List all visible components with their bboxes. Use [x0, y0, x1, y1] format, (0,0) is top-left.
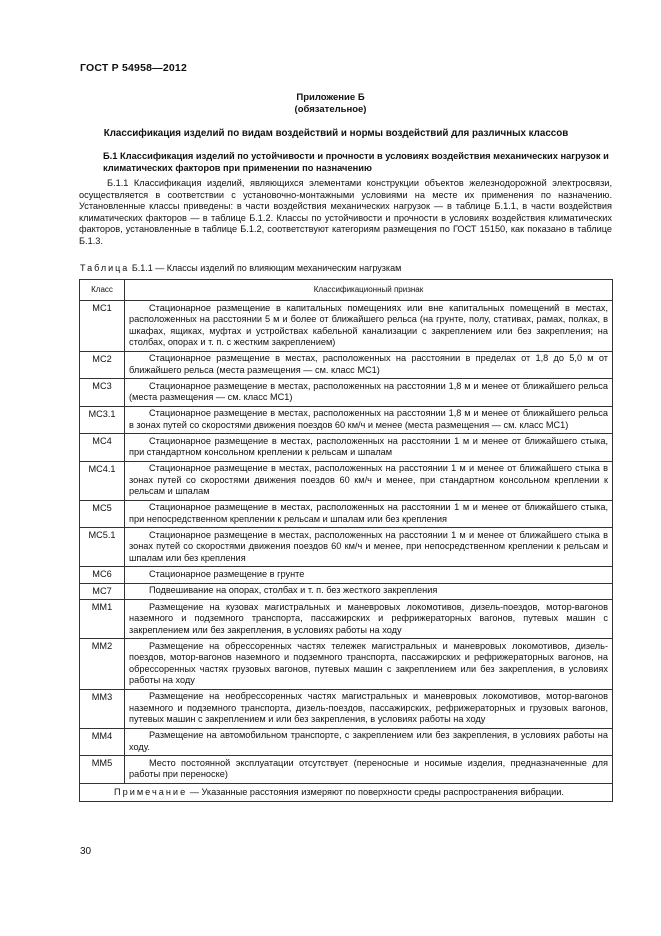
standard-header: ГОСТ Р 54958—2012 [80, 62, 188, 74]
table-note-word: Примечание [114, 786, 188, 797]
class-code-cell: МС5.1 [80, 528, 125, 567]
table-caption-word: Таблица [80, 263, 130, 273]
table-header-row [80, 280, 613, 301]
annex-status: (обязательное) [294, 104, 367, 115]
class-code-cell: ММ3 [80, 689, 125, 728]
table-row [80, 461, 613, 500]
table-row [80, 689, 613, 728]
class-code-cell: МС1 [80, 301, 125, 352]
table-row [80, 583, 613, 600]
class-feature-cell: Стационарное размещение в местах, расположенных на расстоянии 1,8 м и менее от ближайшего рельса (места размещения — см. класс МС1) [125, 379, 613, 407]
column-header-class: Класс [80, 280, 125, 301]
class-code-cell: МС3 [80, 379, 125, 407]
table-note-row [80, 783, 613, 802]
table-body [80, 301, 613, 784]
class-code-cell: МС7 [80, 583, 125, 600]
class-code-cell: МС4 [80, 434, 125, 462]
classification-table [79, 279, 613, 802]
class-code-cell: МС2 [80, 351, 125, 379]
class-feature-cell: Размещение на обрессоренных частях тележек магистральных и маневровых локомотивов, дизель-поездов, мотор-вагонов наземного и подземного транспорта, пассажирских и рефрижераторных вагонов, на обрессоренных частях грузовых вагонов, путевых машин с закреплением или без закрепления, в условиях работы на ходу [125, 639, 613, 690]
subsection-title: Б.1 Классификация изделий по устойчивости и прочности в условиях воздействия механических нагрузок и климатических факторов при применении по назначению [103, 151, 609, 173]
class-code-cell: МС5 [80, 500, 125, 528]
class-feature-cell: Стационарное размещение в местах, расположенных на расстоянии в пределах от 1,8 до 5,0 м от ближайшего рельса (места размещения — см. класс МС1) [125, 351, 613, 379]
class-feature-cell: Размещение на кузовах магистральных и маневровых локомотивов, дизель-поездов, мотор-вагонов наземного и подземного транспорта, пассажирских и рефрижераторных вагонов, путевых машин с закреплением или без закрепления, в условиях работы на ходу [125, 600, 613, 639]
table-row [80, 379, 613, 407]
class-feature-cell: Стационарное размещение в капитальных помещениях или вне капитальных помещений в местах, расположенных на расстоянии 5 м и более от ближайшего рельса (на грунте, полу, стативах, рамах, полках, в шкафах, ящиках, муфтах и устройствах кабельной канализации с закреплением или без закрепления; на столбах, опорах и т. п. с жестким закреплением) [125, 301, 613, 352]
table-row [80, 434, 613, 462]
table-row [80, 567, 613, 584]
class-code-cell: МС6 [80, 567, 125, 584]
class-feature-cell: Место постоянной эксплуатации отсутствует (переносные и носимые изделия, предназначенные для работы при переноске) [125, 756, 613, 784]
class-code-cell: МС4.1 [80, 461, 125, 500]
class-code-cell: ММ2 [80, 639, 125, 690]
table-row [80, 500, 613, 528]
table-row [80, 351, 613, 379]
table-row [80, 756, 613, 784]
class-code-cell: ММ5 [80, 756, 125, 784]
table-caption-text: Б.1.1 — Классы изделий по влияющим механическим нагрузкам [131, 263, 402, 273]
class-feature-cell: Стационарное размещение в местах, расположенных на расстоянии 1 м и менее от ближайшего стыка в зонах путей со скоростями движения поездов 60 км/ч и менее, при стандартном консольном креплении к рельсам и шпалам [125, 461, 613, 500]
table-row [80, 639, 613, 690]
class-feature-cell: Размещение на автомобильном транспорте, с закреплением или без закрепления, в условиях работы на ходу. [125, 728, 613, 756]
class-code-cell: ММ1 [80, 600, 125, 639]
column-header-feature: Классификационный признак [125, 280, 613, 301]
section-title: Классификация изделий по видам воздействий и нормы воздействий для различных классов [103, 128, 569, 139]
page-number: 30 [80, 846, 92, 857]
class-feature-cell: Стационарное размещение в грунте [125, 567, 613, 584]
class-feature-cell: Стационарное размещение в местах, расположенных на расстоянии 1 м и менее от ближайшего стыка в зонах путей со скоростями движения поездов 60 км/ч и менее, при непосредственном креплении к рельсам и шпалам или без крепления [125, 528, 613, 567]
class-feature-cell: Стационарное размещение в местах, расположенных на расстоянии 1 м и менее от ближайшего стыка, при стандартном консольном креплении к рельсам и шпалам [125, 434, 613, 462]
body-paragraph: Б.1.1 Классификация изделий, являющихся элементами конструкции объектов железнодорожной электросвязи, осуществляется в соответствии с установочно-монтажными условиями на месте их применения по назначению. Установленные классы приведены: в части воздействия механических нагрузок — в таблице Б.1.1, в части воздействия климатических факторов — в таблице Б.1.2. Классы по устойчивости и прочности в условиях воздействия климатических факторов, установленные в таблице Б.1.2, соответствуют категориям размещения по ГОСТ 15150, как показано в таблице Б.1.3. [79, 178, 612, 246]
table-note [80, 783, 613, 802]
table-row [80, 600, 613, 639]
class-code-cell: МС3.1 [80, 406, 125, 434]
class-feature-cell: Подвешивание на опорах, столбах и т. п. без жесткого закрепления [125, 583, 613, 600]
class-feature-cell: Стационарное размещение в местах, расположенных на расстоянии 1,8 м и менее от ближайшего рельса в зонах путей со скоростями движения поездов 60 км/ч и менее (места размещения — см. класс МС1) [125, 406, 613, 434]
class-feature-cell: Размещение на необрессоренных частях магистральных и маневровых локомотивов, мотор-вагонов наземного и подземного транспорта, дизель-поездов, пассажирских, рефрижераторных и грузовых вагонов, путевых машин с закреплением и или без закрепления, в условиях работы на ходу [125, 689, 613, 728]
table-row [80, 406, 613, 434]
table-row [80, 301, 613, 352]
table-row [80, 528, 613, 567]
table-caption [80, 263, 401, 273]
annex-title: Приложение Б [296, 92, 365, 103]
table-note-text: — Указанные расстояния измеряют по поверхности среды распространения вибрации. [187, 786, 564, 797]
class-code-cell: ММ4 [80, 728, 125, 756]
class-feature-cell: Стационарное размещение в местах, расположенных на расстоянии 1 м и менее от ближайшего стыка, при непосредственном креплении к рельсам и шпалам или без крепления [125, 500, 613, 528]
table-row [80, 728, 613, 756]
